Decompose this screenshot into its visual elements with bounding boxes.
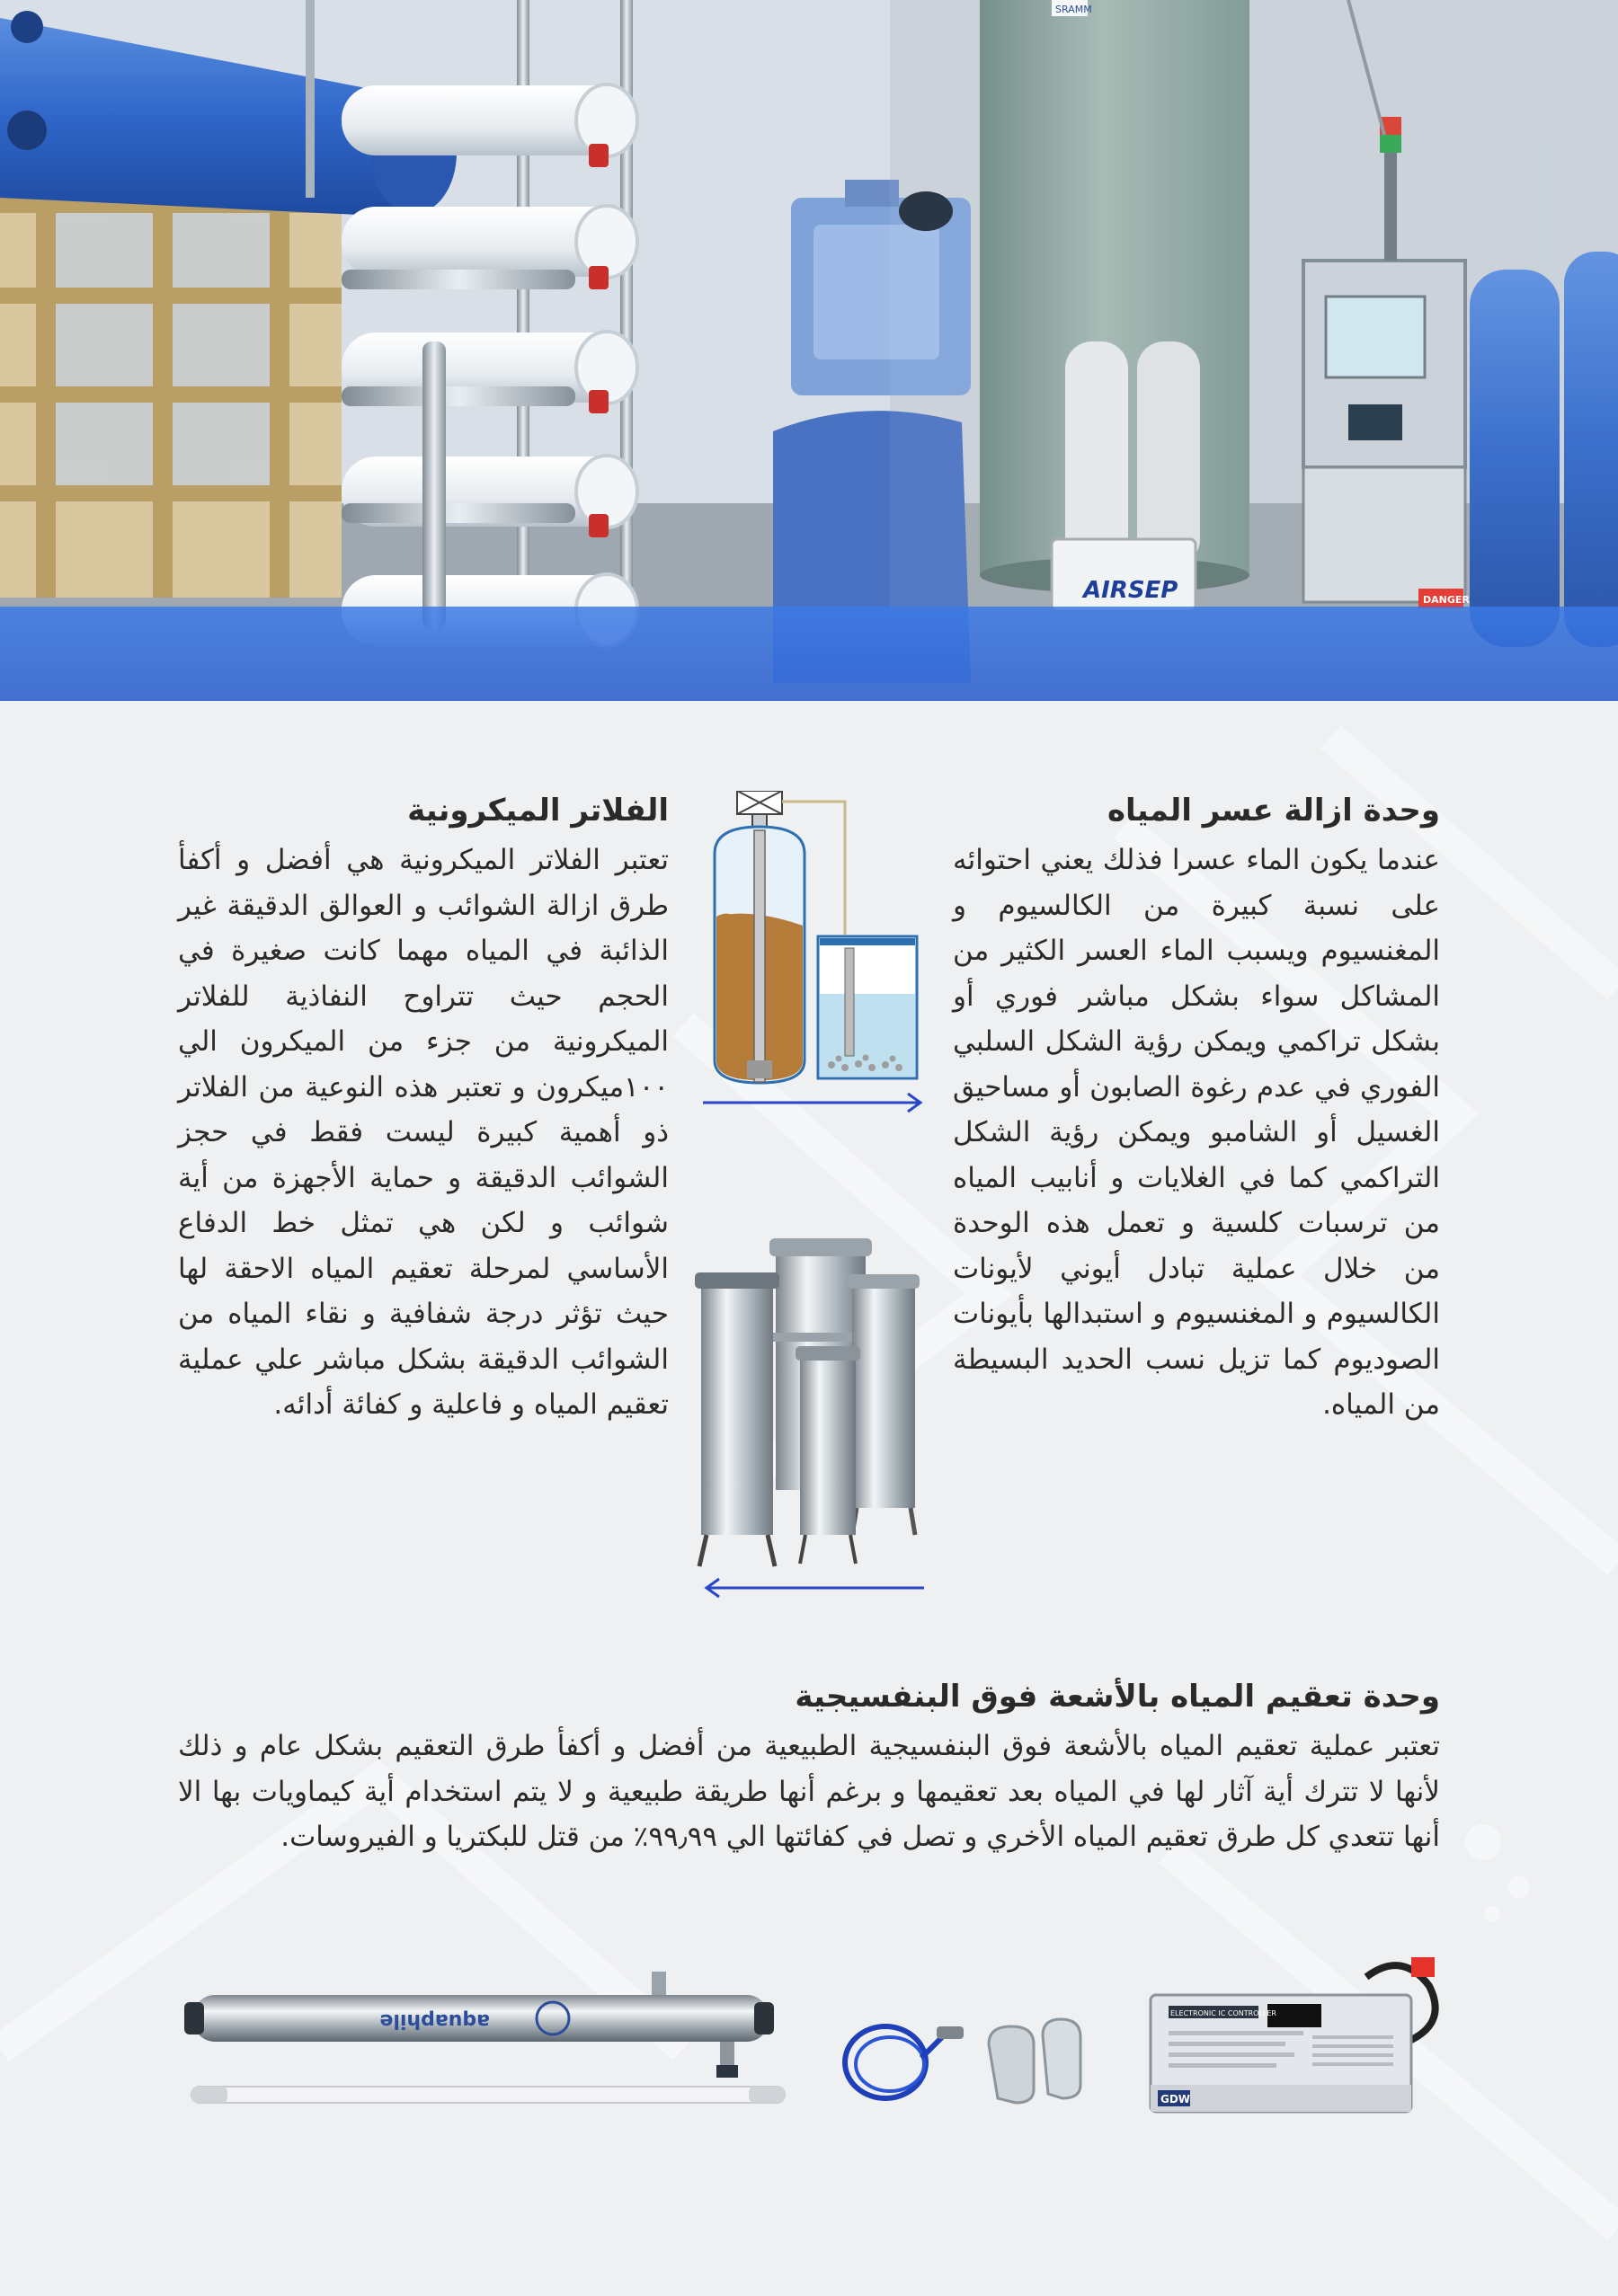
danger-label: DANGER [1423, 594, 1470, 606]
uv-body: تعتبر عملية تعقيم المياه بالأشعة فوق البنفسيجية الطبيعية من أفضل و أكفأ طرق التعقيم بشكل عام و ذلك لأنها لا تترك أية آثار لها في المياه بعد تعقيمها و برغم أنها طريقة طبيعية و لا يتم استخدام أية كيماويات بها الا أنها تتعدي كل طرق تعقيم المياه الأخري و تصل في كفائتها الي ٩٩٫٩٩٪ من قتل للبكتريا و الفيروسات. [178, 1730, 1440, 1853]
uv-sterilizer-chamber [184, 1968, 796, 2121]
micron-body: تعتبر الفلاتر الميكرونية هي أفضل و أكفأ طرق ازالة الشوائب و العوالق الدقيقة غير الذائبة في المياه مهما كانت صغيرة في الحجم حيث تتراوح النفاذية للفلاتر الميكرونية من جزء من الميكرون الي ١٠٠ميكرون و تعتبر هذه النوعية من الفلاتر ذو أهمية كبيرة ليست فقط في حجز الشوائب الدقيقة و حماية الأجهزة من أية شوائب و لكن هي تمثل خط الدفاع الأساسي لمرحلة تعقيم المياه الاحقة لها حيث تؤثر درجة شفافية و نقاء المياه من الشوائب الدقيقة بشكل مباشر علي عملية تعقيم المياه و فاعلية و كفائة أدائه. [178, 844, 669, 1421]
micron-filter-housings [690, 1229, 933, 1571]
controller-title: ELECTRONIC IC CONTROLLER [1170, 2009, 1276, 2017]
softener-body: عندما يكون الماء عسرا فذلك يعني احتوائه على نسبة كبيرة من الكالسيوم و المغنسيوم ويسبب الماء العسر الكثير من المشاكل سواء بشكل مباشر فوري أو بشكل تراكمي ويمكن رؤية الشكل السلبي الفوري في عدم رغوة الصابون أو مساحيق الغسيل أو الشامبو ويمكن رؤية الشكل التراكمي كما في الغلايات و أنابيب المياه من ترسبات كلسية و تعمل هذه الوحدة من خلال عملية تبادل أيوني لأيونات الكالسيوم و المغنسيوم و استبدالها بأيونات الصوديوم كما تزيل نسب الحديد البسيطة من المياه. [953, 844, 1440, 1421]
water-plant-illustration [0, 0, 1618, 701]
softener-diagram [697, 791, 930, 1114]
micron-title: الفلاتر الميكرونية [407, 793, 669, 829]
airsep-label: AIRSEP [1083, 577, 1178, 604]
uv-clamps [989, 2019, 1080, 2103]
uv-title: وحدة تعقيم المياه بالأشعة فوق البنفسيجية [795, 1679, 1440, 1715]
uv-lamp-brand: aquaphile [379, 2009, 490, 2032]
arrow-left-icon [701, 1574, 926, 1601]
controller-brand: GDW [1160, 2093, 1191, 2105]
softener-title: وحدة ازالة عسر المياه [1107, 793, 1440, 829]
tank-label: SRAMM [1055, 4, 1092, 15]
uv-electronic-controller [1142, 1950, 1447, 2121]
uv-sensor-cable [836, 2008, 1088, 2116]
arrow-right-icon [701, 1089, 926, 1116]
hero-photo [0, 0, 1618, 701]
